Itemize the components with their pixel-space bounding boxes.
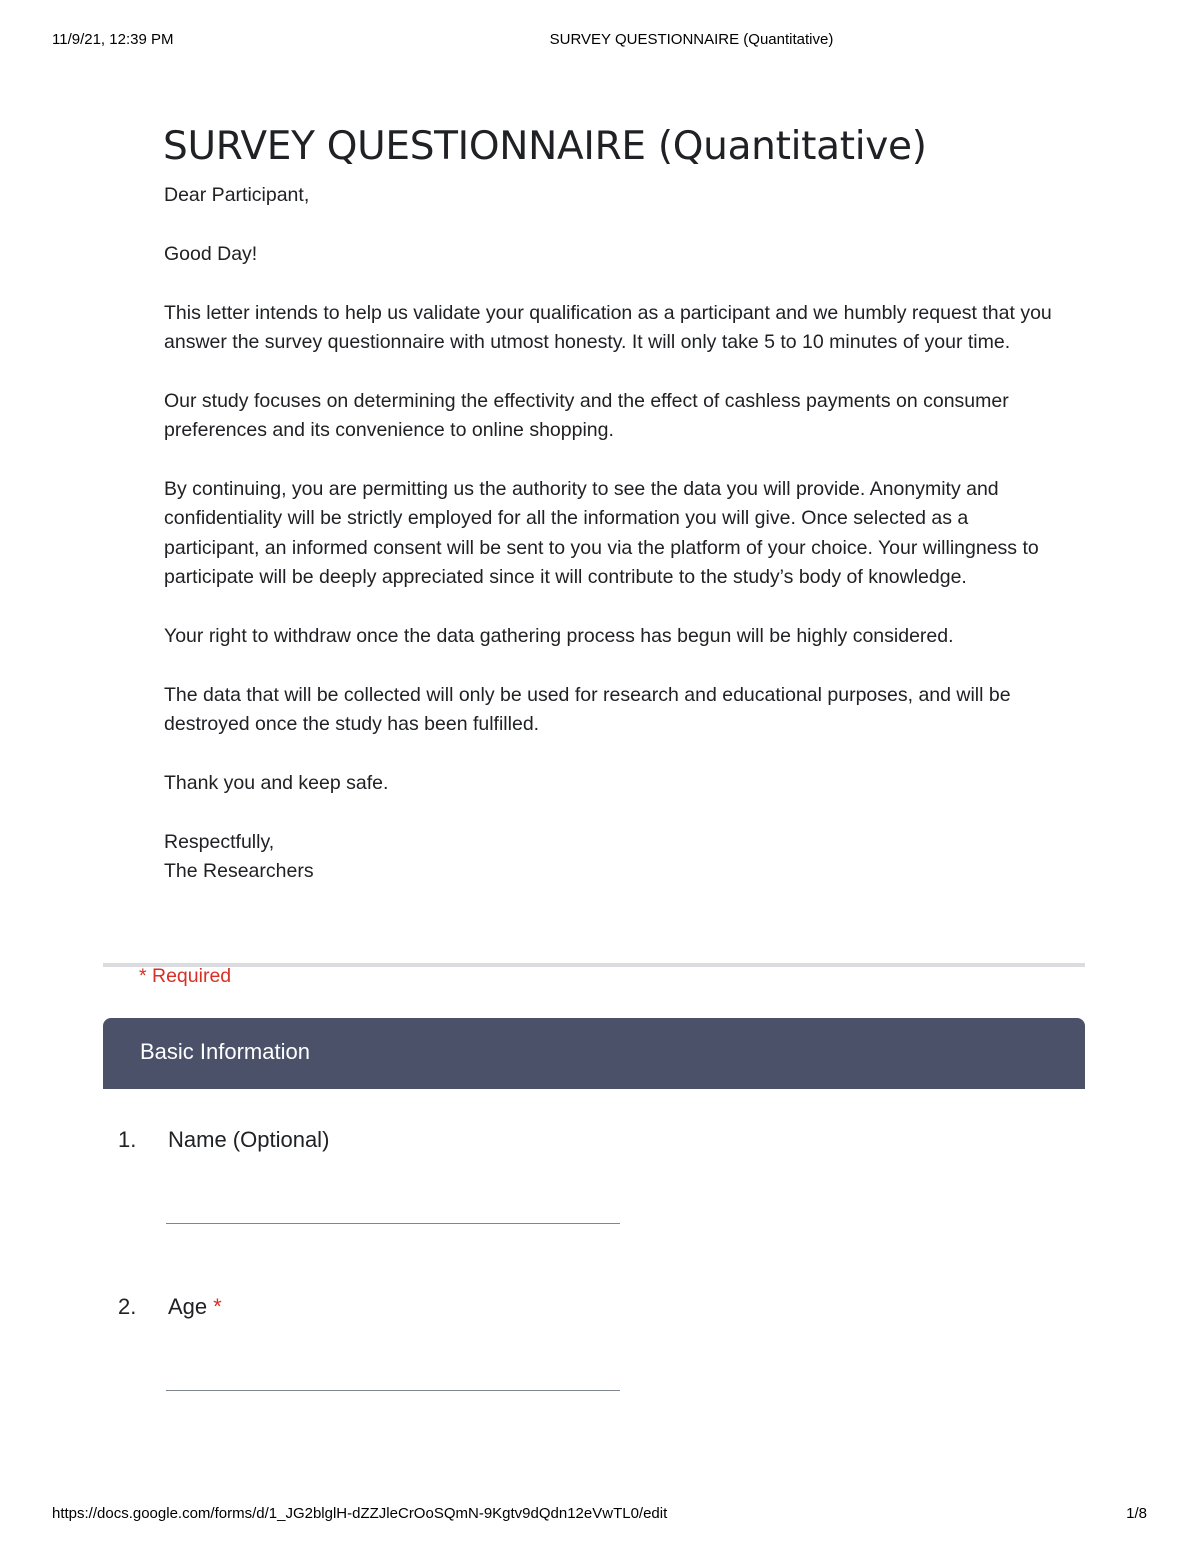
question-label — [168, 1294, 222, 1320]
print-url: https://docs.google.com/forms/d/1_JG2blglH-dZZJleCrOoSQmN-9Kgtv9dQdn12eVwTL0/edit — [52, 1505, 668, 1522]
print-footer — [0, 1505, 1200, 1525]
description-data-use: The data that will be collected will only be used for research and educational purposes, and will be destroyed once the study has been fulfilled. — [164, 683, 1011, 736]
description-signoff — [164, 828, 1064, 887]
description-consent: By continuing, you are permitting us the authority to see the data you will provide. Anonymity and confidentiality will be strictly employed for all the information you will give. Once selected as a participant, an informed consent will be sent to you via the platform of your choice. Your willingness to participate will be deeply appreciated since it will contribute to the study’s body of knowledge. — [164, 478, 1039, 589]
name-input-underline — [166, 1223, 620, 1224]
signoff-author: The Researchers — [164, 860, 314, 883]
description-study-focus: Our study focuses on determining the effectivity and the effect of cashless payments on consumer preferences and its convenience to online shopping. — [164, 389, 1009, 442]
question-number: 1. — [118, 1127, 137, 1152]
section-title: Basic Information — [140, 1039, 310, 1064]
question-number: 2. — [118, 1294, 137, 1319]
required-note: * Required — [139, 965, 232, 987]
description-good-day: Good Day! — [164, 242, 258, 265]
page-number: 1/8 — [1126, 1505, 1147, 1522]
description-thanks: Thank you and keep safe. — [164, 772, 389, 795]
question-label-text: Name (Optional) — [168, 1127, 330, 1152]
print-datetime: 11/9/21, 12:39 PM — [52, 31, 174, 48]
signoff-closing: Respectfully, — [164, 830, 275, 853]
description-purpose: This letter intends to help us validate your qualification as a participant and we humbly request that you answer the survey questionnaire with utmost honesty. It will only take 5 to 10 minutes of your time. — [164, 301, 1052, 353]
age-input-underline — [166, 1390, 620, 1391]
print-header — [0, 31, 1200, 51]
form-description — [164, 181, 1064, 887]
description-withdraw: Your right to withdraw once the data gathering process has begun will be highly considered. — [164, 625, 954, 648]
age-input[interactable] — [166, 1359, 620, 1389]
section-header — [103, 1018, 1085, 1089]
question-label — [168, 1127, 329, 1153]
form-title: SURVEY QUESTIONNAIRE (Quantitative) — [163, 124, 927, 169]
required-asterisk: * — [213, 1294, 222, 1319]
print-document-title: SURVEY QUESTIONNAIRE (Quantitative) — [549, 31, 834, 48]
header-divider — [103, 963, 1085, 967]
description-greeting: Dear Participant, — [164, 184, 310, 206]
name-input[interactable] — [166, 1192, 620, 1222]
question-label-text: Age — [168, 1294, 208, 1319]
